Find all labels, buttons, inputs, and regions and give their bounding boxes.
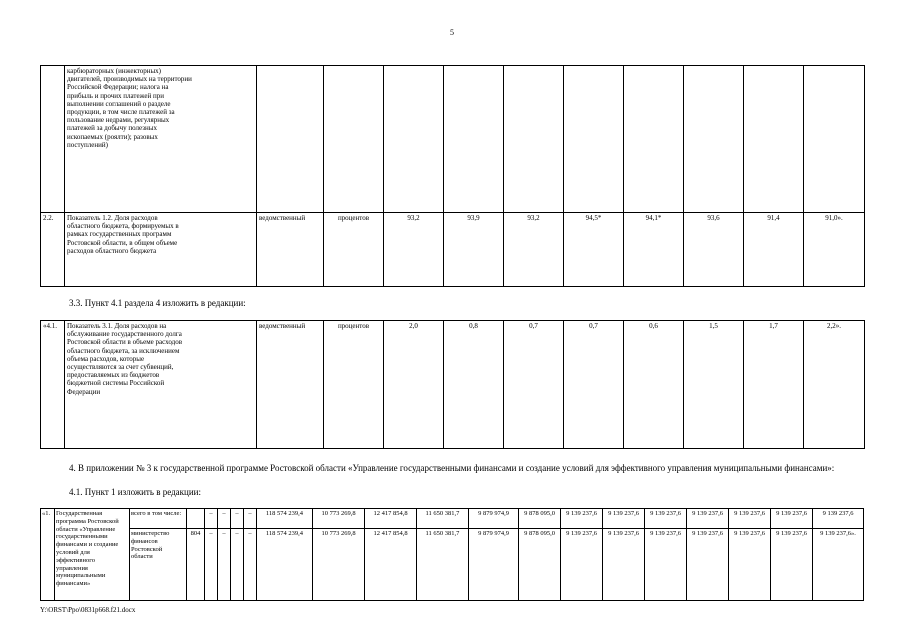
code-cell: – (244, 529, 257, 601)
paragraph: 4. В приложении № 3 к государственной программе Ростовской области «Управление государственными финансами и создание условий для эффективного управления муниципальными финансами»: (69, 463, 835, 473)
value-cell: 118 574 239,4 (257, 529, 313, 601)
indicator-unit: процентов (324, 321, 384, 449)
value-cell: 93,2 (504, 213, 564, 287)
indicator-type: ведомственный (257, 213, 324, 287)
table-row (41, 529, 864, 601)
table-cell (564, 66, 624, 213)
table-cell (744, 66, 804, 213)
indicator-unit: процентов (324, 213, 384, 287)
table-row (41, 213, 865, 287)
value-cell: 93,9 (444, 213, 504, 287)
value-cell: 94,1* (624, 213, 684, 287)
indicator-type: ведомственный (257, 321, 324, 449)
value-cell: 9 879 974,9 (469, 509, 519, 529)
row-number: «4.1. (41, 321, 65, 449)
indicators-table-1 (40, 65, 865, 287)
value-cell: 0,7 (564, 321, 624, 449)
value-cell: 94,5* (564, 213, 624, 287)
value-cell: 9 139 237,6 (603, 529, 645, 601)
value-cell: 9 139 237,6 (771, 509, 813, 529)
table-cell (65, 66, 257, 213)
row-number: «1. (41, 509, 55, 601)
value-cell: 2,0 (384, 321, 444, 449)
value-cell: 9 139 237,6 (603, 509, 645, 529)
table-cell (324, 66, 384, 213)
indicator-name-text: Показатель 3.1. Доля расходов на обслуживание государственного долга Ростовской области в объеме расходов областного бюджета, за исключением объема расходов, которые осуществляются за счет субвенций, предоставляемых из бюджетов бюджетной системы Российской Федерации (67, 322, 183, 396)
value-cell: 91,0». (804, 213, 865, 287)
value-cell: 9 139 237,6 (561, 529, 603, 601)
value-cell: 9 139 237,6 (813, 509, 864, 529)
code-cell: – (231, 509, 244, 529)
value-cell: 9 878 095,0 (519, 509, 561, 529)
code-cell (187, 509, 205, 529)
value-cell: 10 773 269,8 (313, 529, 365, 601)
table-row (41, 509, 864, 529)
value-cell: 118 574 239,4 (257, 509, 313, 529)
code-cell: – (205, 509, 218, 529)
value-cell: 9 139 237,6 (729, 509, 771, 529)
value-cell: 9 139 237,6». (813, 529, 864, 601)
value-cell: 9 139 237,6 (729, 529, 771, 601)
footer-file-path: Y:\ORST\Ppo\0831p668.f21.docx (40, 606, 136, 614)
value-cell: 0,7 (504, 321, 564, 449)
table-row (41, 321, 865, 449)
value-cell: 9 879 974,9 (469, 529, 519, 601)
value-cell: 93,2 (384, 213, 444, 287)
value-cell: 2,2». (804, 321, 865, 449)
paragraph: 4.1. Пункт 1 изложить в редакции: (69, 487, 201, 497)
value-cell: 12 417 854,8 (365, 529, 417, 601)
value-cell: 1,5 (684, 321, 744, 449)
code-cell: – (218, 509, 231, 529)
code-cell: – (244, 509, 257, 529)
value-cell: 0,6 (624, 321, 684, 449)
table-cell (384, 66, 444, 213)
value-cell: 12 417 854,8 (365, 509, 417, 529)
value-cell: 9 139 237,6 (645, 529, 687, 601)
value-cell: 10 773 269,8 (313, 509, 365, 529)
value-cell: 93,6 (684, 213, 744, 287)
indicator-name (65, 213, 257, 287)
page-number: 5 (450, 28, 454, 37)
value-cell: 0,8 (444, 321, 504, 449)
row-number: 2.2. (41, 213, 65, 287)
code-cell: – (205, 529, 218, 601)
value-cell: 11 650 381,7 (417, 509, 469, 529)
value-cell: 1,7 (744, 321, 804, 449)
table-cell (41, 66, 65, 213)
code-cell: – (231, 529, 244, 601)
value-cell: 91,4 (744, 213, 804, 287)
value-cell: 9 139 237,6 (771, 529, 813, 601)
value-cell: 9 139 237,6 (687, 529, 729, 601)
value-cell: 9 139 237,6 (687, 509, 729, 529)
indicator-name (65, 321, 257, 449)
source-label: министерство финансов Ростовской области (130, 529, 187, 601)
continued-indicator-text: карбюраторных (инжекторных) двигателей, производимых на территории Российской Федерации; налога на прибыль и прочих платежей при выполнении соглашений о разделе продукции, в том числе платежей за пользование недрами, регулярных платежей за добычу полезных ископаемых (роялти); разовых поступлений) (67, 67, 192, 149)
table-cell (444, 66, 504, 213)
indicators-table-2 (40, 320, 865, 449)
table-cell (257, 66, 324, 213)
indicator-name-text: Показатель 1.2. Доля расходов областного бюджета, формируемых в рамках государственных программ Ростовской области, в общем объеме расходов областного бюджета (67, 214, 179, 255)
financing-table (40, 508, 864, 601)
source-label: всего в том числе: (130, 509, 187, 529)
value-cell: 9 139 237,6 (645, 509, 687, 529)
value-cell: 9 139 237,6 (561, 509, 603, 529)
paragraph: 3.3. Пункт 4.1 раздела 4 изложить в редакции: (69, 298, 246, 308)
table-cell (684, 66, 744, 213)
value-cell: 11 650 381,7 (417, 529, 469, 601)
code-cell: 804 (187, 529, 205, 601)
table-cell (624, 66, 684, 213)
table-cell (804, 66, 865, 213)
program-name: Государственная программа Ростовской области «Управление государственными финансами и создание условий для эффективного управления муниципальными финансами» (55, 509, 130, 601)
code-cell: – (218, 529, 231, 601)
table-row (41, 66, 865, 213)
table-cell (504, 66, 564, 213)
value-cell: 9 878 095,0 (519, 529, 561, 601)
